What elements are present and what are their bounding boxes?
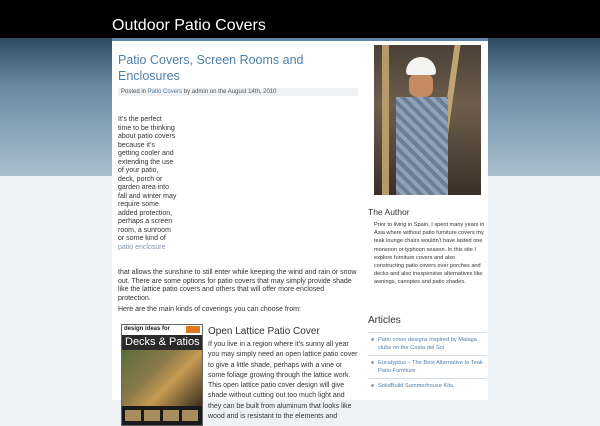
intro-line: It’s the perfect: [118, 116, 162, 123]
site-title[interactable]: Outdoor Patio Covers: [112, 17, 266, 34]
intro-line: garden area into: [118, 184, 169, 191]
author-photo: [374, 45, 481, 195]
post-paragraph: that allows the sunshine to still enter while keeping the wind and rain or snow out. There are some options for patio covers that may simply provide shade like the lattice patio covers and others that will offer more enclosed protection.: [118, 269, 357, 302]
book-thumb: [182, 410, 198, 421]
author-heading: The Author: [368, 207, 410, 217]
article-link[interactable]: [368, 378, 486, 393]
article-link[interactable]: [368, 355, 486, 378]
book-cover-image[interactable]: [121, 324, 203, 426]
book-title: Decks & Patios: [125, 336, 200, 348]
meta-suffix: by admin on the August 14th, 2010: [183, 89, 277, 95]
article-link-text[interactable]: Patio cover designs inspired by Malaga clubs on the Costa del Sol: [378, 337, 477, 351]
post-meta: [118, 88, 358, 96]
intro-line: time to be thinking: [118, 124, 175, 132]
intro-line: fall and winter may: [118, 192, 177, 200]
photo-wood-post: [382, 45, 389, 195]
bullet-icon: [371, 338, 374, 341]
book-thumb: [125, 410, 141, 421]
sidebar: [368, 207, 486, 389]
intro-line: perhaps a screen: [118, 218, 173, 225]
book-publisher-logo: [186, 326, 200, 333]
post-paragraph: If you live in a region where it’s sunny all year you may simply need an open lattice patio cover to give a little shade, perhaps with a vine or some foliage growing through the lattice work. This open lattice patio cover design will give shade without cutting out too much light and they can be built from aluminum that looks like wood and is resistant to the elements and: [208, 341, 358, 421]
book-small-text: design ideas for: [124, 326, 171, 332]
photo-shirt: [396, 97, 448, 195]
book-thumb: [163, 410, 179, 421]
intro-line: deck, porch or: [118, 175, 163, 183]
content-wrapper: [112, 38, 488, 421]
intro-line: getting cooler and: [118, 150, 174, 157]
article-link-text[interactable]: SolidBuild Summerhouse Kits,: [378, 383, 455, 389]
book-thumbnail-strip: [122, 406, 202, 425]
bullet-icon: [371, 384, 374, 387]
post-title[interactable]: Patio Covers, Screen Rooms and Enclosures: [118, 53, 304, 83]
post-intro: [118, 116, 188, 252]
section-heading: Open Lattice Patio Cover: [208, 326, 320, 337]
articles-heading: Articles: [368, 315, 401, 326]
book-cover-photo: [122, 350, 202, 406]
patio-enclosure-link[interactable]: patio enclosure: [118, 243, 166, 251]
photo-face: [409, 73, 433, 97]
intro-line: require some: [118, 201, 159, 208]
intro-line: room, a sunroom: [118, 226, 171, 234]
articles-list: [368, 332, 486, 393]
meta-category-link[interactable]: Patio Covers: [147, 89, 183, 95]
intro-line: or some kind of: [118, 235, 166, 242]
book-thumb: [144, 410, 160, 421]
bullet-icon: [371, 361, 374, 364]
intro-line: because it’s: [118, 141, 155, 149]
meta-prefix: Posted in: [121, 89, 147, 95]
top-header-bar: [0, 0, 600, 38]
article-link[interactable]: [368, 332, 486, 355]
main-column: [118, 52, 358, 421]
intro-line: about patio covers: [118, 133, 176, 140]
wrapper-top-border: [112, 38, 488, 41]
intro-line: extending the use: [118, 158, 174, 166]
intro-line: added protection,: [118, 209, 173, 217]
post-paragraph: Here are the main kinds of coverings you can choose from:: [118, 306, 301, 313]
author-bio: Prior to living in Spain, I spent many years in Asia where without patio furniture covers my teak lounge chairs wouldn’t have lasted one monsoon or typhoon season. In this site I explore furniture covers and also constructing patio covers over porches and decks and also inexpensive alternatives like awnings, canopies and patio shades.: [374, 222, 485, 286]
article-link-text[interactable]: Eucalyptus – The Best Alternative to Teak Patio Furniture: [378, 360, 483, 374]
intro-line: of your patio,: [118, 167, 159, 174]
